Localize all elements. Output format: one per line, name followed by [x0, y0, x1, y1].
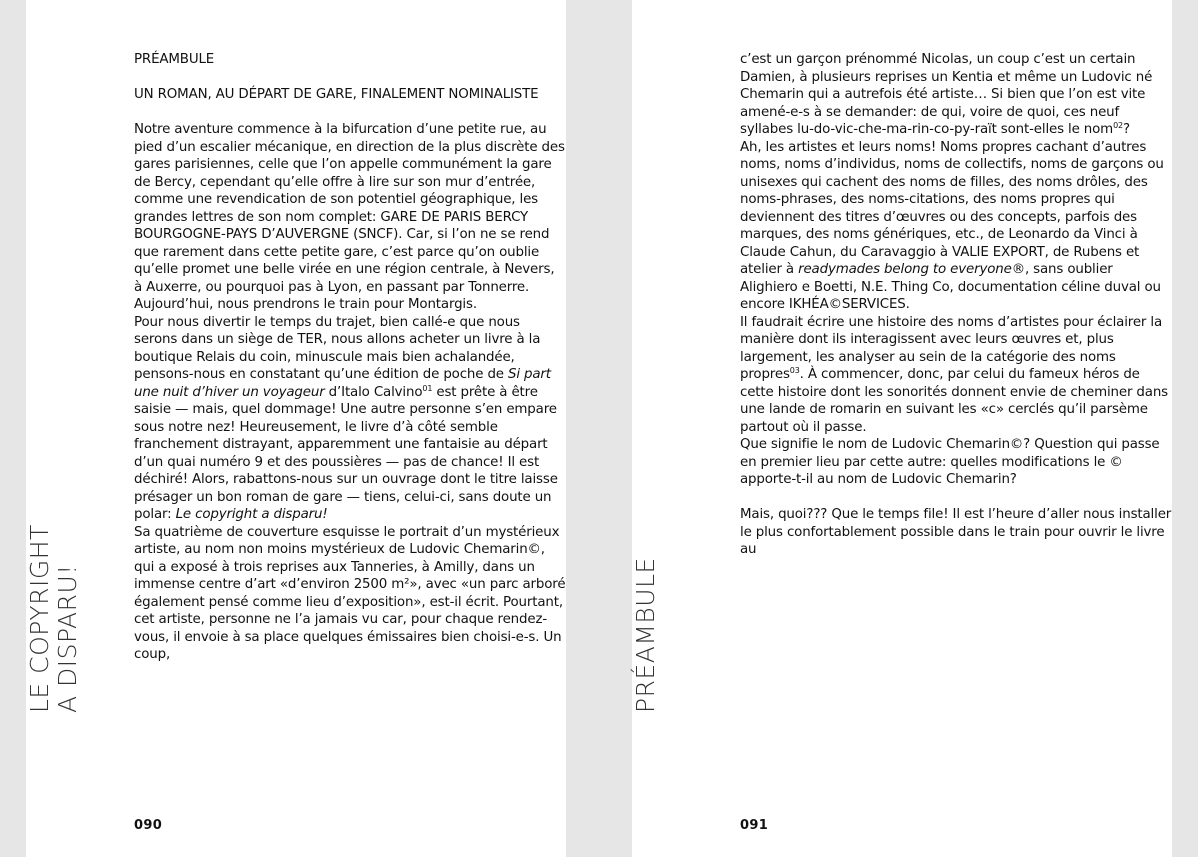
- italic-phrase: readymades belong to everyone®: [798, 262, 1025, 277]
- paragraph: Il faudrait écrire une histoire des noms d’artistes pour éclairer la manière dont ils interagissent avec leurs œuvres et, plus largement, les analyser au sein de la catégorie des noms propres$^{03}$. À commencer, donc, par celui du fameux héros de cette histoire dont les sonorités donnent envie de cheminer dans une lande de romarin en suivant les «c» cerclés qu’il parsème partout où il passe.: [740, 314, 1168, 435]
- chapter-heading: PRÉAMBULE: [134, 52, 215, 67]
- footnote-ref: 01: [422, 383, 433, 393]
- running-title-left: [26, 524, 82, 713]
- chapter-subheading: UN ROMAN, AU DÉPART DE GARE, FINALEMENT NOMINALISTE: [134, 87, 539, 102]
- right-text-column: [740, 51, 1172, 559]
- page-number: 090: [134, 818, 163, 833]
- running-title-line-2: A DISPARU!: [53, 564, 82, 713]
- paragraph: Ah, les artistes et leurs noms! Noms propres cachant d’autres noms, noms d’individus, noms de collectifs, noms de garçons ou unisexes qui cachent des noms de filles, des noms drôles, des noms-phrases, des noms-citations, des noms propres qui deviennent des titres d’œuvres ou des concepts, parfois des marques, des noms génériques, etc., de Leonardo da Vinci à Claude Cahun, du Caravaggio à VALIE EXPORT, de Rubens et atelier à readymades belong to everyone®, sans oublier Alighiero e Boetti, N.E. Thing Co, documentation céline duval ou encore IKHÉA©SERVICES.: [740, 139, 1164, 312]
- paragraph-gap: [740, 489, 1172, 507]
- book-title: Si part une nuit d’hiver un voyageur: [134, 367, 551, 400]
- book-title: Le copyright a disparu!: [175, 507, 328, 522]
- left-text-column: [134, 51, 566, 664]
- paragraph: Sa quatrième de couverture esquisse le portrait d’un mystérieux artiste, au nom non moins mystérieux de Ludovic Chemarin©, qui a exposé à trois reprises aux Tanneries, à Amilly, dans un immense centre d’art «d’environ 2500 m²», avec «un parc arboré également pensé comme lieu d’exposition», est-il écrit. Pourtant, cet artiste, personne ne l’a jamais vu car, pour chaque rendez-vous, il envoie à sa place quelques émissaires bien choisi-e-s. Un coup,: [134, 524, 566, 662]
- right-page: [632, 0, 1172, 857]
- footnote-ref: 02: [1113, 121, 1123, 130]
- footnote-ref: 03: [789, 366, 800, 375]
- paragraph: Mais, quoi??? Que le temps file! Il est l’heure d’aller nous installer le plus confortablement possible dans le train pour ouvrir le livre au: [740, 507, 1172, 557]
- page-number: 091: [740, 818, 769, 833]
- running-title-line-1: LE COPYRIGHT: [25, 524, 54, 713]
- left-page: [26, 0, 566, 857]
- running-title-right: PRÉAMBULE: [631, 557, 660, 713]
- paragraph: Que signifie le nom de Ludovic Chemarin©? Question qui passe en premier lieu par cette autre: quelles modifications le © apporte-t-il au nom de Ludovic Chemarin?: [740, 437, 1160, 487]
- paragraph: Notre aventure commence à la bifurcation d’une petite rue, au pied d’un escalier mécanique, en direction de la plus discrète des gares parisiennes, celle que l’on appelle communément la gare de Bercy, cependant qu’elle offre à lire sur son mur d’entrée, comme une revendication de son potentiel géographique, les grandes lettres de son nom complet: GARE DE PARIS BERCY BOURGOGNE-PAYS D’AUVERGNE (SNCF). Car, si l’on ne se rend que rarement dans cette petite gare, c’est parce qu’on oublie qu’elle promet une belle virée en une région centrale, à Nevers, à Auxerre, ou pourquoi pas à Lyon, en passant par Tonnerre.: [134, 122, 565, 295]
- paragraph: Pour nous divertir le temps du trajet, bien callé-e que nous serons dans un siège de TER, nous allons acheter un livre à la boutique Relais du coin, minuscule mais bien achalandée, pensons-nous en constatant qu’une édition de poche de Si part une nuit d’hiver un voyageur d’Italo Calvino$^{01}$ est prête à être saisie — mais, quel dommage! Une autre personne s’en empare sous notre nez! Heureusement, le livre d’à côté semble franchement distrayant, apparemment une fantaisie au départ d’un quai numéro 9 et des poussières — pas de chance! Il est déchiré! Alors, rabattons-nous sur un ouvrage dont le titre laisse présager un bon roman de gare — tiens, celui-ci, sans doute un polar: Le copyright a disparu!: [134, 314, 558, 522]
- paragraph: c’est un garçon prénommé Nicolas, un coup c’est un certain Damien, à plusieurs reprises un Kentia et même un Ludovic né Chemarin qui a autrefois été artiste… Si bien que l’on est vite amené-e-s à se demander: de qui, voire de quoi, ces neuf syllabes lu-do-vic-che-ma-rin-co-py-raït sont-elles le nom$^{02}$?: [740, 52, 1153, 137]
- paragraph: Aujourd’hui, nous prendrons le train pour Montargis.: [134, 297, 477, 312]
